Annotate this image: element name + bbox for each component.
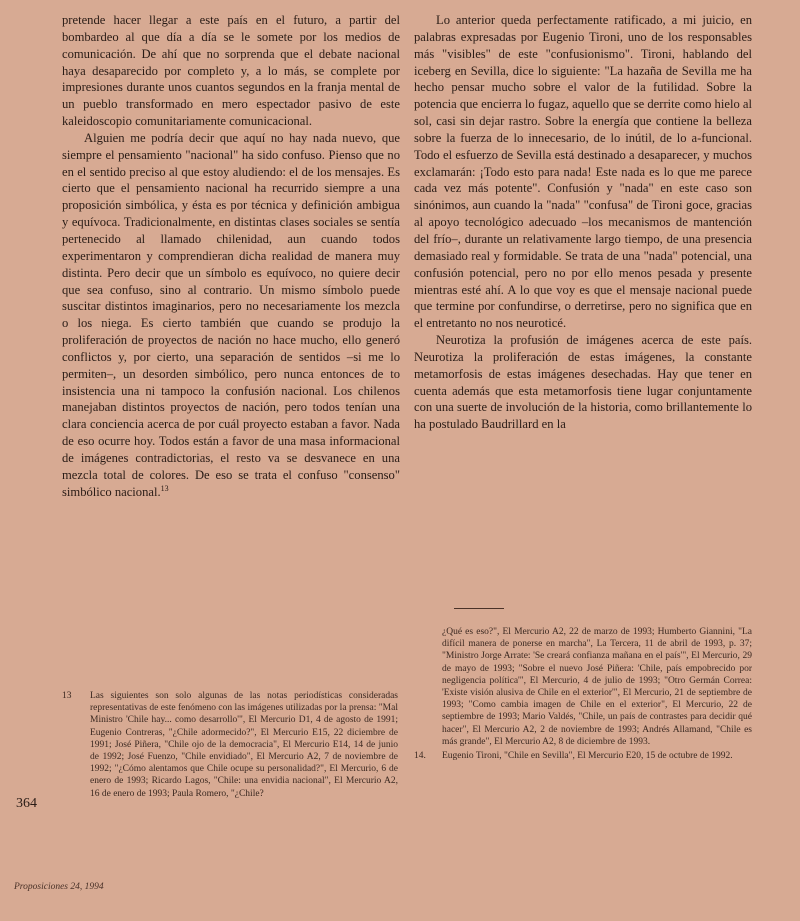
right-paragraph-1: Lo anterior queda perfectamente ratificado, a mi juicio, en palabras expresadas por Eugenio Tironi, uno de los responsables más "visibles" de este "confusionismo". Tironi, hablando del iceberg en Sevilla, dice lo siguiente: "La hazaña de Sevilla me ha hecho pensar mucho sobre el valor de la futilidad. Sobre la potencia que encierra lo fugaz, aquello que se derrite como hielo al sol, casi sin dejar rastro. Sobre la energía que contiene la belleza sobre la fuerza de lo innecesario, de lo inútil, de lo a-funcional. Todo el esfuerzo de Sevilla está destinado a desaparecer, y muchos exclamarán: ¡Todo esto para nada! Este nada es lo que me parece cada vez más potente". Confusión y "nada" en este caso son sinónimos, aun cuando la "nada" "confusa" de Tironi goce, gracias al apoyo tecnológico adecuado –los mecanismos de mantención del frío–, durante un relativamente largo tiempo, de una presencia demasiado real y formidable. Se trata de una "nada" potencial, una confusión potencial, pero no por ello menos pesada y presente mientras esté ahí. A lo que voy es que el mensaje nacional puede que termine por confundirse, o derretirse, pero no significa que en el entretanto no nos neuroticé. bbox=[414, 13, 752, 331]
footnote-ref-13: 13 bbox=[160, 483, 169, 493]
footnote bbox=[414, 750, 752, 762]
footnote-rule bbox=[454, 608, 504, 609]
journal-footer: Proposiciones 24, 1994 bbox=[14, 882, 104, 892]
footnotes-left bbox=[62, 690, 398, 802]
footnote-number bbox=[414, 626, 436, 748]
footnote bbox=[414, 626, 752, 748]
page-number: 364 bbox=[16, 796, 37, 811]
left-column bbox=[62, 12, 400, 500]
footnotes-right bbox=[414, 626, 752, 764]
right-paragraph-2: Neurotiza la profusión de imágenes acerca de este país. Neurotiza la proliferación de estas imágenes, la constante metamorfosis de estas imágenes desechadas. Hay que tener en cuenta además que esta metamorfosis tiene lugar conjuntamente con una suerte de involución de la historia, como brillantemente lo ha postulado Baudrillard en la bbox=[414, 333, 752, 432]
left-paragraph-2: Alguien me podría decir que aquí no hay nada nuevo, que siempre el pensamiento "nacional" ha sido confuso. Pienso que no en el sentido preciso al que estoy aludiendo: el de los mensajes. Es cierto que el pensamiento nacional ha recurrido siempre a una proposición simbólica, y ésta es por técnica y definición ambigua y equívoca. Tradicionalmente, en distintas clases sociales se sentía pertenecido al llamado chilenidad, aun cuando todos experimentaron y comprendieran dicha realidad de manera muy distinta. Pero decir que un símbolo es equívoco, no quiere decir que sea confuso, sino al contrario. Un mismo símbolo puede suscitar distintos imaginarios, pero no necesariamente los mezcla o los niega. Es cierto también que cuando se produjo la proliferación de proyectos de nación no hace mucho, ello generó conflictos y, por cierto, una separación de sentidos –si me lo permiten–, un desorden simbólico, pero nunca entonces de to insistencia una ni tampoco la confusión nacional. Los chilenos manejaban distintos proyectos de nación, pero todos tenían una clara conciencia acerca de por cuál proyecto estaban a favor. Nada de eso ocurre hoy. Todos están a favor de una masa informacional de imágenes contradictorias, el resto va se desvanece en una mezcla total de colores. De eso se trata el confuso "consenso" simbólico nacional. bbox=[62, 130, 400, 499]
left-paragraph-1: pretende hacer llegar a este país en el futuro, a partir del bombardeo al que día a día se le somete por los medios de comunicación. De ahí que no sorprenda que el debate nacional haya desaparecido por completo y, a lo más, se complete por impresiones durante unos cuantos segundos en la franja mental de un pueblo transformado en mero espectador pasivo de este kaleidoscopio comunitariamente comunicacional. bbox=[62, 13, 400, 129]
right-column bbox=[414, 12, 752, 433]
footnote-text: Las siguientes son solo algunas de las notas periodísticas consideradas representativas de este fenómeno con las imágenes utilizadas por la prensa: "Mal Ministro 'Chile hay... como desarrollo'", El Mercurio D1, 4 de agosto de 1991; Eugenio Contreras, "¿Chile adormecido?", El Mercurio E15, 22 diciembre de 1991; José Piñera, "Chile ojo de la democracia", El Mercurio E14, 14 de junio de 1992; José Fuenzo, "Chile envidiado", El Mercurio A2, 7 de noviembre de 1992; "¿Cómo alentamos que Chile ocupe su personalidad?", El Mercurio, 6 de enero de 1993; Ricardo Lagos, "Chile: una envidia nacional", El Mercurio A2, 16 de enero de 1993; Paula Romero, "¿Chile? bbox=[90, 691, 398, 799]
footnote-text: Eugenio Tironi, "Chile en Sevilla", El Mercurio E20, 15 de octubre de 1992. bbox=[442, 751, 733, 762]
footnote bbox=[62, 690, 398, 800]
footnote-number: 13 bbox=[62, 691, 72, 701]
footnote-number: 14. bbox=[414, 751, 426, 762]
footnote-text: ¿Qué es eso?", El Mercurio A2, 22 de marzo de 1993; Humberto Giannini, "La difícil manera de ponerse en marcha", La Tercera, 11 de abril de 1993, p. 37; "Ministro Jorge Arrate: 'Se creará confianza mañana en el país'", El Mercurio, 29 de mayo de 1993; "Sobre el nuevo José Piñera: 'Chile, país empobrecido por negligencia política'", El Mercurio, 4 de julio de 1993; "Otro Germán Correa: 'Existe visión alusiva de Chile en el exterior'", El Mercurio, 21 de septiembre de 1993; "Como cambia imagen de Chile en el exterior", El Mercurio, 22 de septiembre de 1993; Mario Valdés, "Chile, un país de contrastes para decidir qué hacer", El Mercurio A2, 2 de noviembre de 1993; Andrés Allamand, "Chile es más grande", El Mercurio A2, 8 de diciembre de 1993. bbox=[442, 627, 752, 747]
